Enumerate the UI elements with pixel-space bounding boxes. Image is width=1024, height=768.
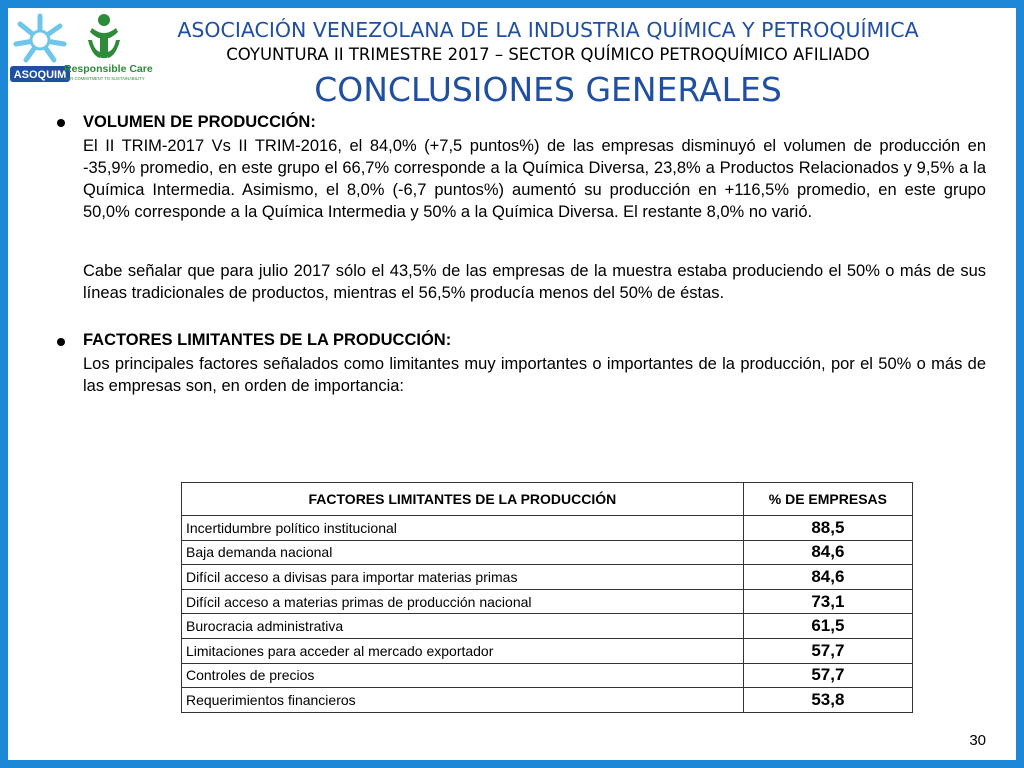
- factor-percent: 84,6: [743, 565, 912, 590]
- factor-percent: 57,7: [743, 663, 912, 688]
- table-row: [182, 516, 913, 541]
- table-header-row: [182, 483, 913, 516]
- factor-label: Baja demanda nacional: [182, 540, 744, 565]
- column-header-percent: % DE EMPRESAS: [743, 483, 912, 516]
- limiting-factors-table: [181, 482, 913, 713]
- factor-percent: 88,5: [743, 516, 912, 541]
- slide: [8, 8, 1016, 760]
- factor-label: Controles de precios: [182, 663, 744, 688]
- table-row: [182, 638, 913, 663]
- table-row: [182, 663, 913, 688]
- table-row: [182, 565, 913, 590]
- report-subtitle: COYUNTURA II TRIMESTRE 2017 – SECTOR QUÍMICO PETROQUÍMICO AFILIADO: [226, 45, 870, 64]
- paragraph-production-volume: El II TRIM-2017 Vs II TRIM-2016, el 84,0% (+7,5 puntos%) de las empresas disminuyó el volumen de producción en -35,9% promedio, en este grupo el 66,7% corresponde a la Química Diversa, 23,8% a Productos Relacionados y 9,5% a la Química Intermedia. Asimismo, el 8,0% (-6,7 puntos%) aumentó su producción en +116,5% promedio, en este grupo 50,0% corresponde a la Química Intermedia y 50% a la Química Diversa. El restante 8,0% no varió.: [83, 137, 986, 221]
- asoquim-logo: [10, 10, 70, 84]
- factor-label: Difícil acceso a divisas para importar materias primas: [182, 565, 744, 590]
- factor-label: Requerimientos financieros: [182, 688, 744, 713]
- logo-area: [8, 8, 158, 98]
- factor-percent: 73,1: [743, 589, 912, 614]
- factor-percent: 84,6: [743, 540, 912, 565]
- factor-label: Difícil acceso a materias primas de producción nacional: [182, 589, 744, 614]
- paragraph-limiting-factors: Los principales factores señalados como limitantes muy importantes o importantes de la producción, por el 50% o más de las empresas son, en orden de importancia:: [83, 355, 986, 395]
- factor-label: Limitaciones para acceder al mercado exportador: [182, 638, 744, 663]
- paragraph-production-lines: Cabe señalar que para julio 2017 sólo el 43,5% de las empresas de la muestra estaba produciendo el 50% o más de sus líneas tradicionales de productos, mientras el 56,5% producía menos del 50% de éstas.: [83, 262, 986, 302]
- rc-logo-text: Responsible Care: [64, 63, 153, 75]
- rc-logo-tagline: OUR COMMITMENT TO SUSTAINABILITY: [64, 76, 145, 81]
- section-title-limiting-factors: FACTORES LIMITANTES DE LA PRODUCCIÓN:: [83, 331, 452, 349]
- table-row: [182, 614, 913, 639]
- factor-label: Burocracia administrativa: [182, 614, 744, 639]
- table-row: [182, 540, 913, 565]
- asoquim-logo-text: ASOQUIM: [13, 69, 67, 81]
- page-title: CONCLUSIONES GENERALES: [314, 70, 782, 109]
- factor-percent: 53,8: [743, 688, 912, 713]
- table-row: [182, 589, 913, 614]
- responsible-care-logo: [62, 10, 162, 84]
- page-number: 30: [969, 732, 986, 749]
- section-title-production-volume: VOLUMEN DE PRODUCCIÓN:: [83, 113, 316, 131]
- column-header-factor: FACTORES LIMITANTES DE LA PRODUCCIÓN: [182, 483, 744, 516]
- factor-percent: 61,5: [743, 614, 912, 639]
- bullet-icon: [57, 119, 65, 127]
- factor-label: Incertidumbre político institucional: [182, 516, 744, 541]
- factor-percent: 57,7: [743, 638, 912, 663]
- organization-title: ASOCIACIÓN VENEZOLANA DE LA INDUSTRIA QUÍMICA Y PETROQUÍMICA: [177, 18, 919, 42]
- bullet-icon: [57, 338, 65, 346]
- table-row: [182, 688, 913, 713]
